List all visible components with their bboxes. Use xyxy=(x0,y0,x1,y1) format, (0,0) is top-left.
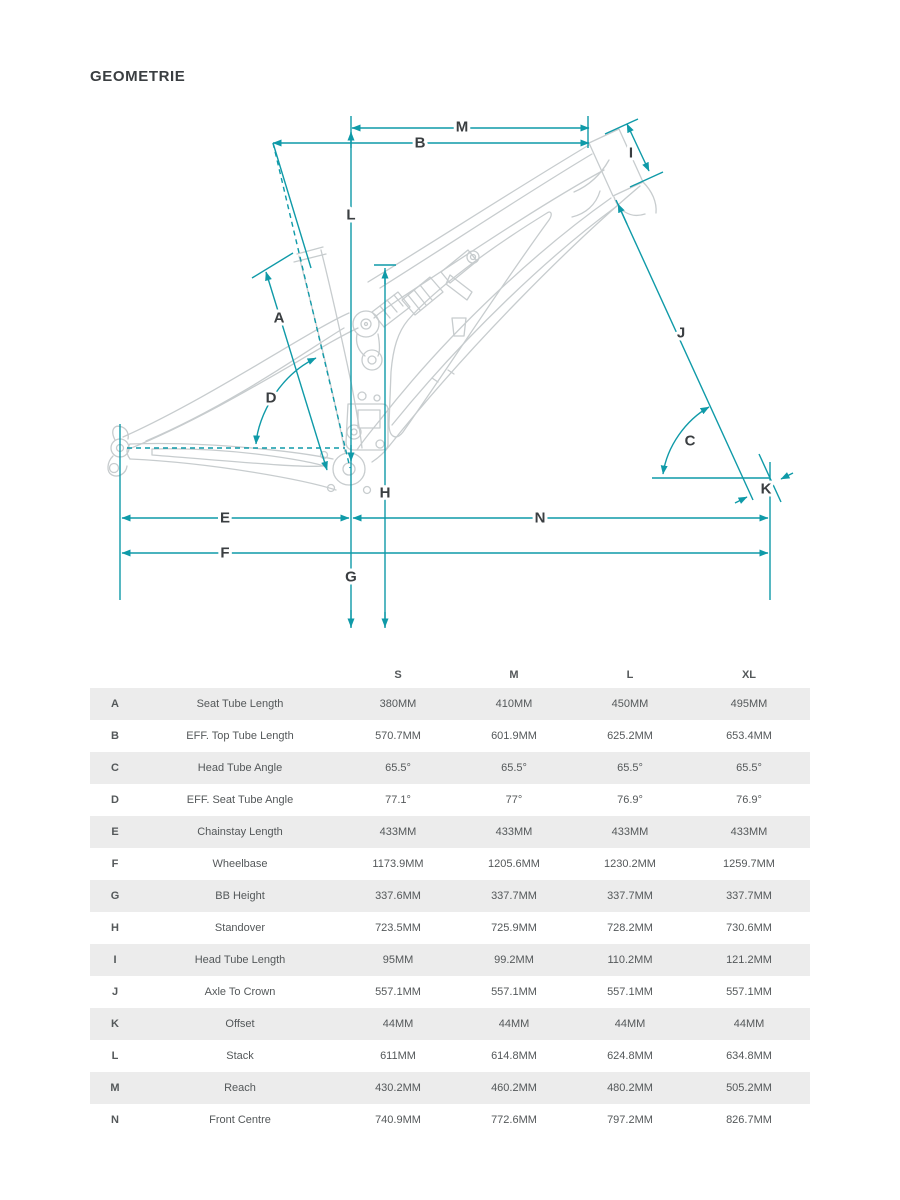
dim-label-n: N xyxy=(534,509,546,527)
row-value-xl: 44MM xyxy=(733,1018,765,1030)
row-value-xl: 121.2MM xyxy=(726,954,772,966)
row-value-l: 450MM xyxy=(611,698,649,710)
row-value-s: 1173.9MM xyxy=(372,858,424,870)
dim-label-m: M xyxy=(455,118,469,136)
row-value-l: 110.2MM xyxy=(607,954,653,966)
dim-label-i: I xyxy=(628,144,634,162)
row-value-m: 77° xyxy=(505,794,523,806)
row-label: EFF. Seat Tube Angle xyxy=(186,794,294,806)
row-value-m: 433MM xyxy=(495,826,533,838)
bike-frame-art xyxy=(108,129,656,494)
table-row xyxy=(90,752,810,784)
dim-label-c: C xyxy=(684,432,696,450)
row-value-l: 624.8MM xyxy=(607,1050,653,1062)
row-value-m: 65.5° xyxy=(501,762,527,774)
row-value-xl: 495MM xyxy=(730,698,768,710)
row-value-l: 433MM xyxy=(611,826,649,838)
table-header-row xyxy=(90,662,810,688)
row-value-l: 44MM xyxy=(614,1018,646,1030)
row-value-s: 337.6MM xyxy=(375,890,421,902)
dim-label-l: L xyxy=(346,206,356,224)
row-label: Axle To Crown xyxy=(204,986,276,998)
row-label: Stack xyxy=(226,1050,254,1062)
row-value-xl: 337.7MM xyxy=(726,890,772,902)
geometry-table xyxy=(90,662,810,1136)
row-value-l: 65.5° xyxy=(617,762,643,774)
table-row xyxy=(90,688,810,720)
row-value-xl: 653.4MM xyxy=(726,730,772,742)
row-label: Reach xyxy=(224,1082,256,1094)
dim-label-h: H xyxy=(379,484,391,502)
header-label-cell xyxy=(140,662,340,688)
row-value-l: 728.2MM xyxy=(607,922,653,934)
table-row xyxy=(90,1104,810,1136)
row-value-s: 95MM xyxy=(382,954,414,966)
row-letter: B xyxy=(111,730,119,742)
row-value-l: 480.2MM xyxy=(607,1082,653,1094)
header-size-l: L xyxy=(626,669,634,681)
row-value-xl: 557.1MM xyxy=(726,986,772,998)
row-value-l: 557.1MM xyxy=(607,986,653,998)
row-value-m: 772.6MM xyxy=(491,1114,537,1126)
page-title: GEOMETRIE xyxy=(90,68,186,85)
dim-label-b: B xyxy=(414,134,426,152)
dimension-labels xyxy=(220,119,772,586)
row-label: Chainstay Length xyxy=(197,826,283,838)
row-value-s: 65.5° xyxy=(385,762,411,774)
row-value-xl: 1259.7MM xyxy=(723,858,775,870)
row-value-xl: 826.7MM xyxy=(726,1114,772,1126)
row-value-m: 99.2MM xyxy=(494,954,534,966)
row-label: Head Tube Angle xyxy=(197,762,283,774)
row-label: Seat Tube Length xyxy=(196,698,284,710)
row-letter: C xyxy=(111,762,119,774)
row-value-xl: 634.8MM xyxy=(726,1050,772,1062)
dim-label-d: D xyxy=(265,389,277,407)
row-value-l: 625.2MM xyxy=(607,730,653,742)
dim-headangle-c xyxy=(652,407,770,478)
row-value-s: 570.7MM xyxy=(375,730,421,742)
header-size-m: M xyxy=(509,669,519,681)
dim-label-f: F xyxy=(220,544,230,562)
row-letter: L xyxy=(111,1050,119,1062)
row-label: EFF. Top Tube Length xyxy=(186,730,294,742)
row-letter: K xyxy=(111,1018,119,1030)
row-label: Head Tube Length xyxy=(194,954,286,966)
row-value-m: 337.7MM xyxy=(491,890,537,902)
table-row xyxy=(90,880,810,912)
row-value-m: 44MM xyxy=(498,1018,530,1030)
row-value-s: 740.9MM xyxy=(375,1114,421,1126)
row-value-s: 433MM xyxy=(379,826,417,838)
row-value-s: 611MM xyxy=(380,1050,416,1062)
table-row xyxy=(90,1008,810,1040)
row-label: Standover xyxy=(214,922,266,934)
row-letter: H xyxy=(111,922,119,934)
row-value-m: 725.9MM xyxy=(491,922,537,934)
row-letter: J xyxy=(111,986,119,998)
row-value-m: 1205.6MM xyxy=(488,858,540,870)
row-value-xl: 65.5° xyxy=(736,762,762,774)
table-row xyxy=(90,816,810,848)
row-value-m: 460.2MM xyxy=(491,1082,537,1094)
row-value-xl: 730.6MM xyxy=(726,922,772,934)
row-label: Wheelbase xyxy=(212,858,268,870)
row-label: Offset xyxy=(225,1018,255,1030)
row-letter: G xyxy=(110,890,120,902)
row-value-s: 44MM xyxy=(382,1018,414,1030)
row-value-s: 380MM xyxy=(379,698,417,710)
row-letter: F xyxy=(111,858,119,870)
row-value-s: 77.1° xyxy=(385,794,411,806)
table-row xyxy=(90,1072,810,1104)
dim-label-k: K xyxy=(760,480,772,498)
table-row xyxy=(90,944,810,976)
row-label: Front Centre xyxy=(209,1114,271,1126)
header-letter-cell xyxy=(90,662,140,688)
row-value-m: 614.8MM xyxy=(491,1050,537,1062)
dim-headtube-i xyxy=(605,119,663,187)
row-value-l: 797.2MM xyxy=(607,1114,653,1126)
table-row xyxy=(90,912,810,944)
row-letter: N xyxy=(111,1114,119,1126)
row-value-l: 1230.2MM xyxy=(604,858,656,870)
row-letter: M xyxy=(110,1082,120,1094)
row-value-m: 557.1MM xyxy=(491,986,537,998)
table-row xyxy=(90,848,810,880)
dim-label-g: G xyxy=(345,568,357,586)
row-value-l: 337.7MM xyxy=(607,890,653,902)
row-value-m: 410MM xyxy=(495,698,533,710)
dim-label-j: J xyxy=(676,324,686,342)
row-letter: E xyxy=(111,826,119,838)
row-letter: D xyxy=(111,794,119,806)
dim-label-a: A xyxy=(273,309,285,327)
row-value-xl: 433MM xyxy=(730,826,768,838)
row-value-s: 723.5MM xyxy=(375,922,421,934)
row-letter: A xyxy=(111,698,119,710)
row-letter: I xyxy=(113,954,117,966)
row-value-s: 557.1MM xyxy=(375,986,421,998)
table-row xyxy=(90,1040,810,1072)
dim-axlecrown-j xyxy=(616,200,753,500)
table-row xyxy=(90,784,810,816)
header-size-s: S xyxy=(394,669,402,681)
row-label: BB Height xyxy=(215,890,265,902)
row-value-xl: 76.9° xyxy=(736,794,762,806)
row-value-xl: 505.2MM xyxy=(726,1082,772,1094)
row-value-l: 76.9° xyxy=(617,794,643,806)
table-row xyxy=(90,720,810,752)
row-value-s: 430.2MM xyxy=(375,1082,421,1094)
dim-label-e: E xyxy=(219,509,231,527)
header-size-xl: XL xyxy=(741,669,757,681)
row-value-m: 601.9MM xyxy=(491,730,537,742)
table-body xyxy=(90,688,810,1136)
table-row xyxy=(90,976,810,1008)
